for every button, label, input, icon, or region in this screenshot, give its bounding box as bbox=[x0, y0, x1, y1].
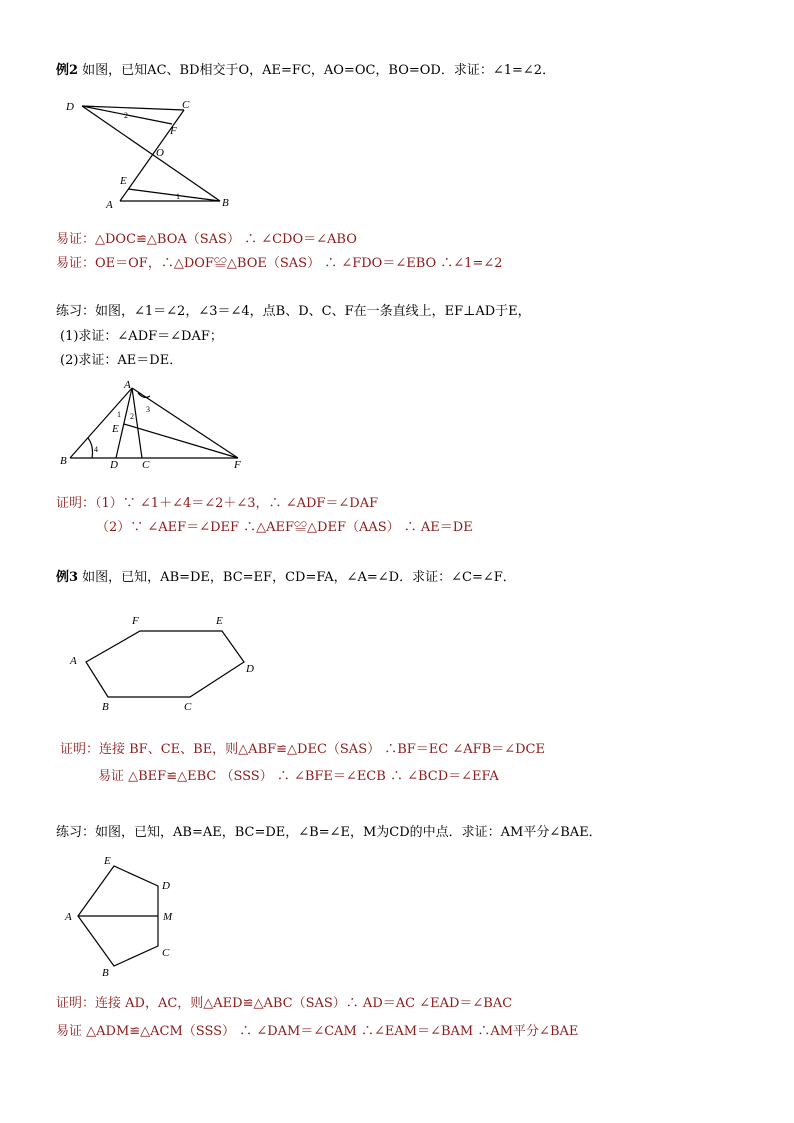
fig2-label-o: O bbox=[156, 147, 164, 159]
fig3-label-f: F bbox=[234, 459, 241, 471]
fig2-angle-2: 2 bbox=[124, 111, 128, 120]
example-2-text: 如图，已知AC、BD相交于O，AE=FC，AO=OC，BO=OD．求证：∠1=∠2． bbox=[78, 63, 556, 78]
fig3-label-b: B bbox=[60, 455, 67, 467]
fig4-label-b: B bbox=[102, 701, 109, 713]
practice-1-solution-1: 证明：（1）∵ ∠1＋∠4＝∠2＋∠3，∴ ∠ADF＝∠DAF bbox=[56, 496, 379, 511]
fig5-label-d: D bbox=[162, 880, 170, 892]
fig3-label-e: E bbox=[112, 423, 119, 435]
fig5-label-c: C bbox=[162, 947, 170, 959]
practice-1-solution-2: （2）∵ ∠AEF＝∠DEF ∴△AEF≌△DEF（AAS） ∴ AE＝DE bbox=[96, 520, 473, 535]
example-3-solution-2: 易证 △BEF≌△EBC （SSS） ∴ ∠BFE＝∠ECB ∴ ∠BCD＝∠EFA bbox=[98, 769, 499, 784]
fig5-label-m: M bbox=[163, 911, 173, 923]
practice-1-figure bbox=[58, 378, 258, 473]
practice-2-solution-2: 易证 △ADM≌△ACM（SSS） ∴ ∠DAM＝∠CAM ∴∠EAM＝∠BAM ∴AM平分∠BAE bbox=[56, 1024, 579, 1039]
example-2-solution-1: 易证：△DOC≌△BOA（SAS） ∴ ∠CDO＝∠ABO bbox=[56, 232, 357, 247]
fig3-angle-4: 4 bbox=[94, 445, 98, 454]
practice-1-problem: 练习：如图，∠1＝∠2，∠3＝∠4，点B、D、C、F在一条直线上，EF⊥AD于E， bbox=[56, 304, 531, 319]
fig5-label-a: A bbox=[65, 911, 72, 923]
fig5-label-e: E bbox=[104, 855, 111, 867]
example-3-problem bbox=[56, 569, 516, 587]
example-2-label: 例2 bbox=[56, 63, 79, 78]
fig2-label-b: B bbox=[222, 197, 229, 209]
fig3-label-d: D bbox=[110, 459, 118, 471]
fig2-label-a: A bbox=[106, 199, 113, 211]
fig2-label-f: F bbox=[170, 125, 177, 137]
fig4-label-f: F bbox=[132, 615, 139, 627]
fig3-line-af bbox=[132, 388, 238, 458]
fig4-label-a: A bbox=[70, 655, 77, 667]
fig2-label-d: D bbox=[66, 101, 74, 113]
fig2-angle-1: 1 bbox=[176, 192, 180, 201]
fig2-line-ca bbox=[120, 110, 184, 201]
fig4-label-e: E bbox=[216, 615, 223, 627]
example-3-solution-1: 证明：连接 BF、CE、BE，则△ABF≌△DEC（SAS） ∴BF＝EC ∠AFB＝∠DCE bbox=[60, 742, 545, 757]
fig3-arc-4 bbox=[88, 438, 93, 458]
fig2-label-c: C bbox=[182, 99, 190, 111]
fig4-label-c: C bbox=[184, 701, 192, 713]
example-3-text: 如图，已知，AB=DE，BC=EF，CD=FA，∠A=∠D．求证：∠C=∠F． bbox=[78, 570, 516, 585]
practice-2-figure bbox=[62, 852, 182, 980]
practice-1-question-1: (1)求证：∠ADF＝∠DAF； bbox=[60, 329, 223, 344]
fig3-label-c: C bbox=[142, 459, 150, 471]
fig2-label-e: E bbox=[120, 175, 127, 187]
fig3-label-a: A bbox=[124, 379, 131, 391]
fig5-label-b: B bbox=[102, 967, 109, 979]
example-3-figure bbox=[66, 612, 266, 722]
practice-2-problem: 练习：如图，已知，AB=AE，BC=DE，∠B=∠E，M为CD的中点．求证：AM平分∠BAE． bbox=[56, 825, 602, 840]
practice-2-solution-1: 证明：连接 AD，AC，则△AED≌△ABC（SAS）∴ AD＝AC ∠EAD＝∠BAC bbox=[56, 996, 513, 1011]
example-3-label: 例3 bbox=[56, 570, 79, 585]
practice-1-question-2: (2)求证：AE＝DE． bbox=[60, 353, 183, 368]
example-2-solution-2: 易证：OE＝OF，∴△DOF≌△BOE（SAS） ∴ ∠FDO＝∠EBO ∴∠1=∠2 bbox=[56, 256, 503, 271]
fig3-angle-3: 3 bbox=[146, 405, 150, 414]
fig3-angle-1: 1 bbox=[117, 410, 121, 419]
example-2-figure bbox=[60, 98, 240, 210]
fig3-line-ac bbox=[132, 388, 142, 458]
fig3-angle-2: 2 bbox=[130, 412, 134, 421]
fig4-label-d: D bbox=[246, 663, 254, 675]
example-2-problem bbox=[56, 62, 555, 80]
fig3-line-ab bbox=[70, 388, 132, 458]
fig4-hexagon bbox=[86, 631, 244, 697]
